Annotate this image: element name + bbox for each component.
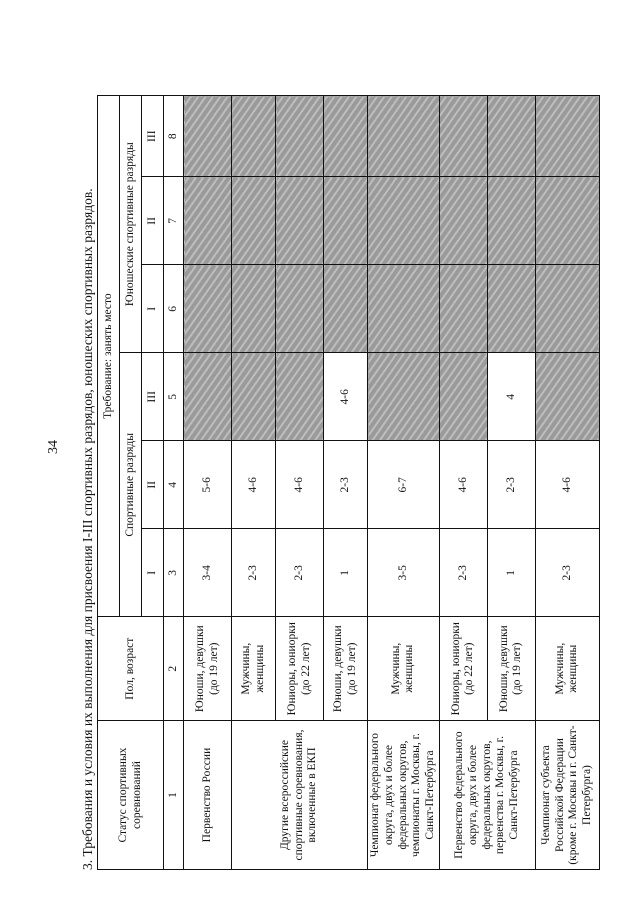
shaded-cell xyxy=(276,177,324,265)
value-cell: 2-3 xyxy=(276,529,324,617)
shaded-cell xyxy=(232,265,276,353)
value-cell: 2-3 xyxy=(232,529,276,617)
column-number: 8 xyxy=(164,96,184,177)
shaded-cell xyxy=(232,353,276,441)
shaded-cell xyxy=(232,96,276,177)
column-number: 2 xyxy=(164,617,184,721)
gender-cell: Юноши, девушки (до 19 лет) xyxy=(184,617,232,721)
gender-cell: Мужчины, женщины xyxy=(368,617,440,721)
grade-cell: I xyxy=(142,265,164,353)
column-number: 4 xyxy=(164,441,184,529)
value-cell: 3-4 xyxy=(184,529,232,617)
value-cell: 3-5 xyxy=(368,529,440,617)
value-cell: 4-6 xyxy=(439,441,487,529)
gender-cell: Юноши, девушки (до 19 лет) xyxy=(324,617,368,721)
status-cell: Первенство федерального округа, двух и более федеральных округов, первенства г. Москвы, г. Санкт-Петербурга xyxy=(439,721,535,870)
shaded-cell xyxy=(184,96,232,177)
table-row xyxy=(368,96,440,870)
grade-cell: II xyxy=(142,441,164,529)
value-cell: 4 xyxy=(487,353,535,441)
value-cell: 4-6 xyxy=(535,441,599,529)
table-row xyxy=(439,96,487,870)
shaded-cell xyxy=(368,177,440,265)
shaded-cell xyxy=(487,265,535,353)
gender-cell: Юноши, девушки (до 19 лет) xyxy=(487,617,535,721)
grade-cell: III xyxy=(142,353,164,441)
gender-cell: Мужчины, женщины xyxy=(535,617,599,721)
column-number: 3 xyxy=(164,529,184,617)
shaded-cell xyxy=(324,96,368,177)
page-number: 34 xyxy=(46,440,61,454)
shaded-cell xyxy=(184,353,232,441)
shaded-cell xyxy=(232,177,276,265)
shaded-cell xyxy=(368,265,440,353)
shaded-cell xyxy=(439,265,487,353)
value-cell: 5-6 xyxy=(184,441,232,529)
gender-cell: Мужчины, женщины xyxy=(232,617,276,721)
shaded-cell xyxy=(184,177,232,265)
section-heading: 3. Требования и условия их выполнения для присвоения I-III спортивных разрядов, юношеских спортивных разрядов. xyxy=(80,188,95,870)
rotated-page-content xyxy=(80,90,625,880)
value-cell: 2-3 xyxy=(487,441,535,529)
shaded-cell xyxy=(439,96,487,177)
column-number: 1 xyxy=(164,721,184,870)
shaded-cell xyxy=(276,353,324,441)
shaded-cell xyxy=(368,353,440,441)
shaded-cell xyxy=(276,265,324,353)
table-row xyxy=(232,96,276,870)
shaded-cell xyxy=(324,265,368,353)
value-cell: 4-6 xyxy=(276,441,324,529)
shaded-cell xyxy=(535,96,599,177)
shaded-cell xyxy=(368,96,440,177)
shaded-cell xyxy=(487,96,535,177)
value-cell: 1 xyxy=(324,529,368,617)
shaded-cell xyxy=(535,177,599,265)
status-cell: Чемпионат субъекта Российской Федерации (кроме г. Москвы и г. Санкт-Петербурга) xyxy=(535,721,599,870)
status-cell: Чемпионат федерального округа, двух и более федеральных округов, чемпионаты г. Москвы, г. Санкт-Петербурга xyxy=(368,721,440,870)
column-number: 7 xyxy=(164,177,184,265)
value-cell: 4-6 xyxy=(324,353,368,441)
header-youth-ranks: Юношеские спортивные разряды xyxy=(120,96,142,353)
shaded-cell xyxy=(276,96,324,177)
shaded-cell xyxy=(439,353,487,441)
shaded-cell xyxy=(324,177,368,265)
column-number: 6 xyxy=(164,265,184,353)
gender-cell: Юниоры, юниорки (до 22 лет) xyxy=(439,617,487,721)
value-cell: 1 xyxy=(487,529,535,617)
table-row xyxy=(535,96,599,870)
shaded-cell xyxy=(535,265,599,353)
header-gender-age: Пол, возраст xyxy=(98,617,164,721)
header-status: Статус спортивных соревнований xyxy=(98,721,164,870)
grade-cell: III xyxy=(142,96,164,177)
requirements-table xyxy=(97,95,600,870)
grade-cell: I xyxy=(142,529,164,617)
grade-cell: II xyxy=(142,177,164,265)
column-number: 5 xyxy=(164,353,184,441)
table-row xyxy=(184,96,232,870)
status-cell: Другие всероссийские спортивные соревнования, включенные в ЕКП xyxy=(232,721,368,870)
shaded-cell xyxy=(439,177,487,265)
shaded-cell xyxy=(535,353,599,441)
value-cell: 2-3 xyxy=(535,529,599,617)
value-cell: 2-3 xyxy=(324,441,368,529)
value-cell: 6-7 xyxy=(368,441,440,529)
shaded-cell xyxy=(487,177,535,265)
gender-cell: Юниоры, юниорки (до 22 лет) xyxy=(276,617,324,721)
value-cell: 4-6 xyxy=(232,441,276,529)
header-sport-ranks: Спортивные разряды xyxy=(120,353,142,617)
shaded-cell xyxy=(184,265,232,353)
header-requirement: Требование: занять место xyxy=(98,96,120,617)
value-cell: 2-3 xyxy=(439,529,487,617)
status-cell: Первенство России xyxy=(184,721,232,870)
